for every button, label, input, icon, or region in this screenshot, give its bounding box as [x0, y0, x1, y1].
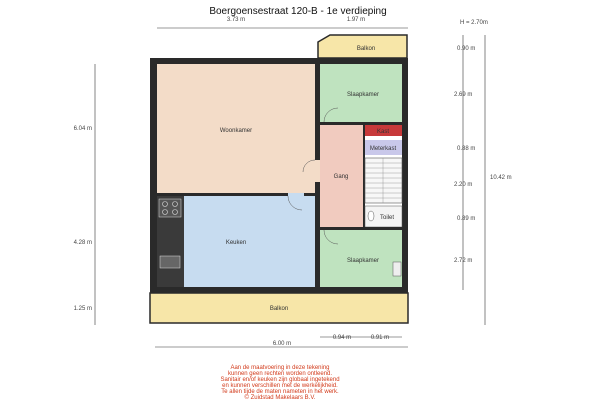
dim-bottom-width: 6.00 m: [272, 341, 292, 347]
room-label-keuken: Keuken: [225, 240, 247, 246]
wall-bedroom-top: [320, 122, 402, 125]
dim-right-5: 0.89 m: [457, 216, 476, 222]
room-label-balkon-top: Balkon: [356, 46, 376, 52]
room-label-slaapkamer-bottom: Slaapkamer: [346, 258, 380, 264]
room-label-balkon-bottom: Balkon: [269, 306, 289, 312]
right-dimension: [454, 35, 512, 325]
top-dimension: [157, 17, 408, 28]
plan-title: Boergoensestraat 120-B - 1e verdieping: [209, 6, 387, 17]
wall-bottom: [150, 287, 408, 293]
wall-top: [150, 58, 408, 64]
disclaimer: [220, 365, 339, 400]
room-label-woonkamer: Woonkamer: [219, 128, 253, 134]
stove-icon: [159, 199, 181, 217]
dim-right-1: 0.90 m: [457, 46, 476, 52]
dim-bottom-mid-1: 0.94 m: [332, 335, 352, 341]
bottom-dimension: [155, 335, 408, 347]
dim-left-upper: 6.04 m: [73, 126, 92, 132]
staircase: [365, 158, 402, 203]
sink-icon: [160, 256, 180, 268]
disclaimer-line-1: Aan de maatvoering in deze tekening: [230, 365, 330, 371]
disclaimer-line-6: Te allen tijde de maten nameten in het werk.: [221, 389, 339, 395]
room-label-gang: Gang: [333, 174, 349, 180]
dim-right-4: 2.20 m: [454, 182, 473, 188]
sink-bedroom-icon: [393, 262, 401, 276]
dim-top-right-width: 1.97 m: [346, 17, 366, 23]
balcony-top: [318, 35, 407, 58]
room-label-meterkast: Meterkast: [369, 146, 397, 152]
disclaimer-line-7: © Zuidstad Makelaars B.V.: [244, 395, 316, 400]
toilet-icon: [368, 211, 374, 221]
balcony-bottom: [150, 293, 408, 323]
dim-top-left-width: 3.73 m: [226, 17, 246, 23]
dim-bottom-mid-2: 0.91 m: [370, 335, 390, 341]
disclaimer-line-4: en kunnen verschillen met de werkelijkheid.: [222, 383, 338, 389]
wall-right: [402, 58, 408, 292]
dim-right-6: 2.72 m: [454, 258, 473, 264]
wall-left: [150, 58, 157, 292]
dim-right-2: 2.69 m: [454, 92, 473, 98]
height-note: H = 2.70m: [460, 20, 488, 26]
room-label-kast: Kast: [376, 129, 390, 135]
wall-bedroom-bottom: [320, 227, 402, 230]
dim-right-3: 0.88 m: [457, 146, 476, 152]
disclaimer-line-2: kunnen geen rechten worden ontleend.: [227, 371, 333, 377]
dim-left-middle: 4.28 m: [73, 240, 92, 246]
room-label-toilet: Toilet: [379, 215, 395, 221]
door-opening-kitchen: [288, 193, 304, 196]
door-opening-living: [315, 160, 320, 182]
disclaimer-line-3: Sanitair en/of keuken zijn globaal ingetekend: [220, 377, 340, 383]
dim-left-lower: 1.25 m: [73, 306, 92, 312]
dim-right-total: 10.42 m: [490, 175, 512, 181]
left-dimension: [74, 64, 95, 325]
room-label-slaapkamer-top: Slaapkamer: [346, 92, 380, 98]
